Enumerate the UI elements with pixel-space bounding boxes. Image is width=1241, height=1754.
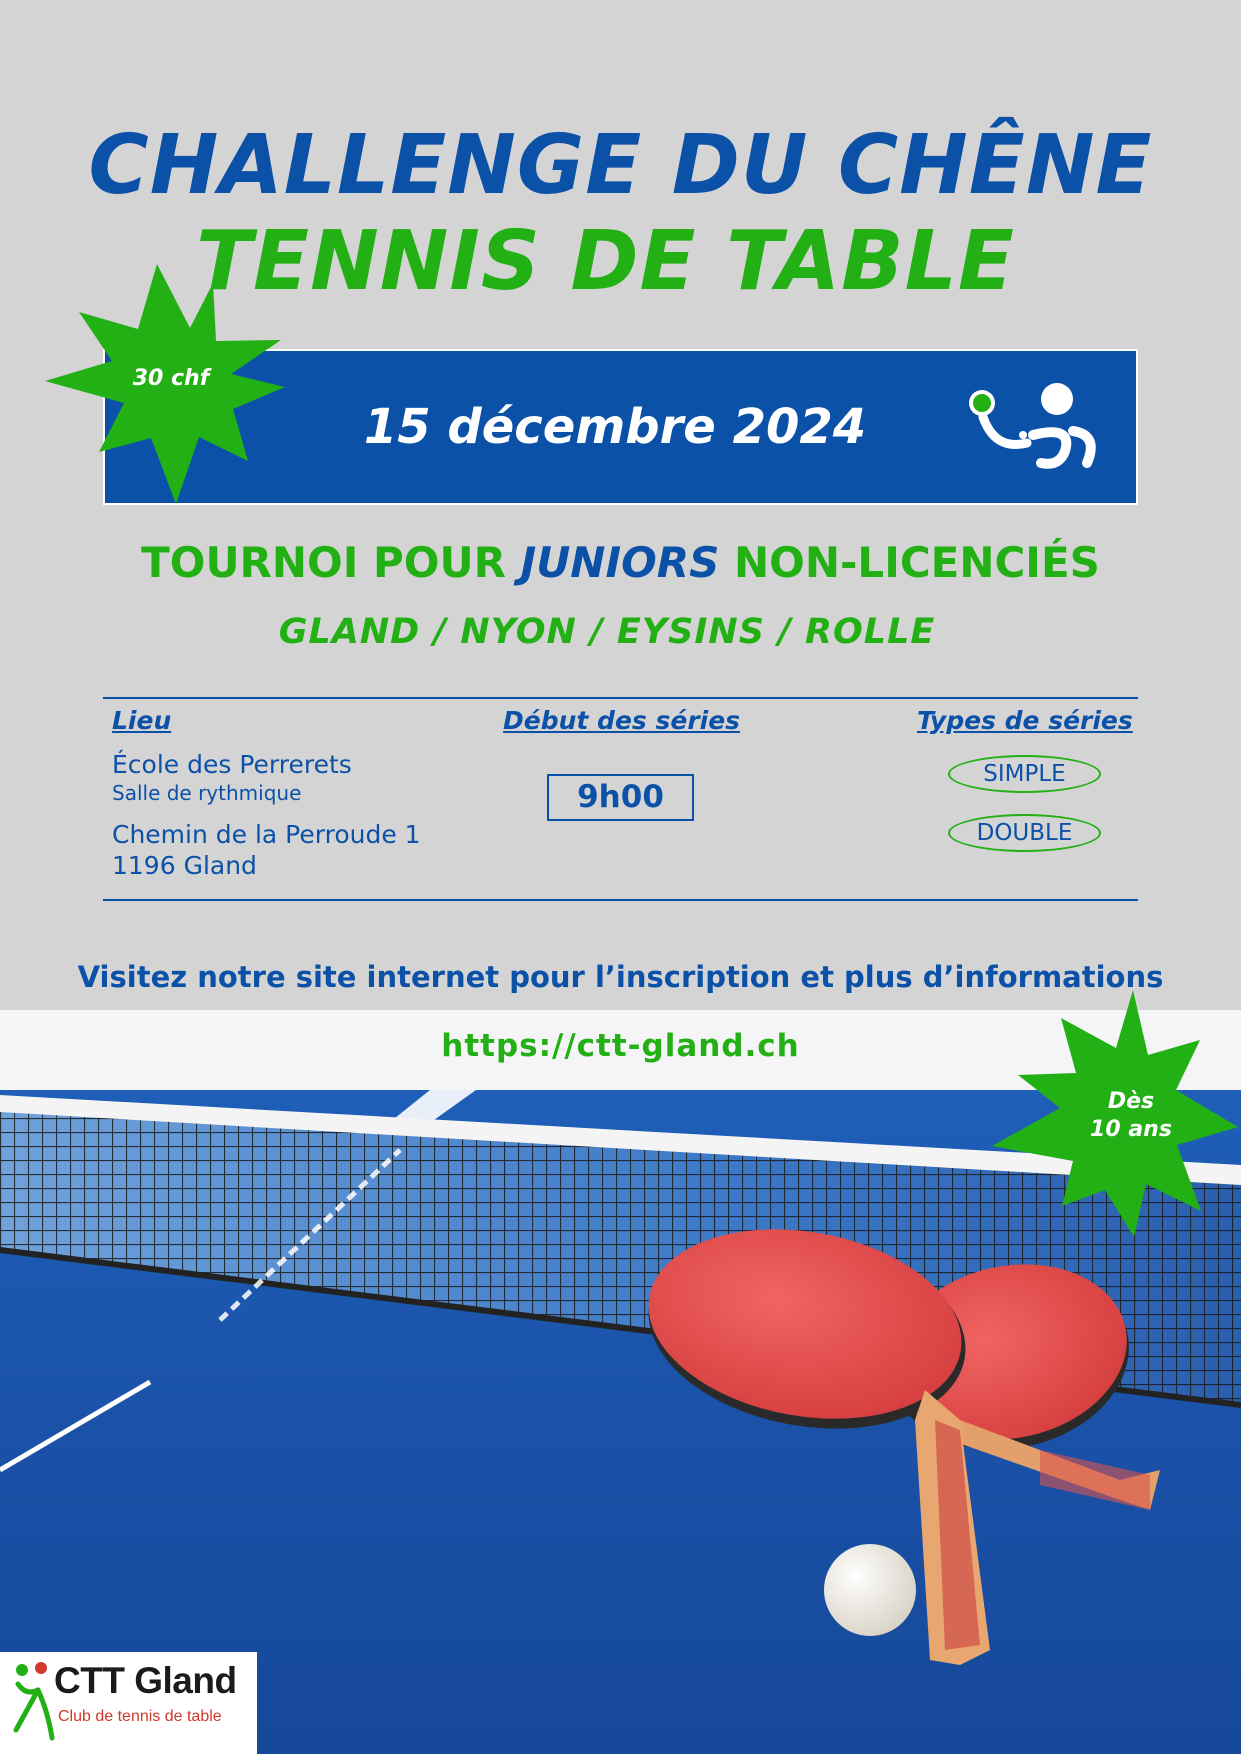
- tournament-subtitle: [0, 538, 1241, 587]
- start-time: 9h00: [547, 774, 694, 821]
- types-header: Types de séries: [917, 706, 1133, 735]
- lieu-header: Lieu: [112, 706, 172, 735]
- venue-name: École des Perrerets: [112, 750, 352, 779]
- title-line-2: TENNIS DE TABLE: [196, 214, 1015, 309]
- subtitle-part-1: TOURNOI POUR: [141, 538, 521, 587]
- series-type-simple: SIMPLE: [948, 755, 1101, 793]
- venue-room: Salle de rythmique: [112, 781, 302, 805]
- subtitle-juniors: JUNIORS: [520, 538, 720, 587]
- event-date: 15 décembre 2024: [363, 399, 867, 455]
- website-link[interactable]: https://ctt-gland.ch: [441, 1028, 800, 1064]
- price-label: 30 chf: [132, 366, 210, 391]
- subtitle-part-2: NON-LICENCIÉS: [719, 538, 1100, 587]
- age-label-line-2: 10 ans: [1090, 1117, 1172, 1142]
- debut-header: Début des séries: [503, 706, 741, 735]
- info-bottom-divider: [103, 899, 1138, 901]
- age-label-line-1: Dès: [1107, 1089, 1155, 1114]
- age-label: [1040, 1088, 1222, 1144]
- info-top-divider: [103, 697, 1138, 699]
- visit-website-text: Visitez notre site internet pour l’inscription et plus d’informations: [77, 960, 1164, 994]
- venue-city: 1196 Gland: [112, 851, 257, 880]
- club-logo: [0, 1652, 257, 1754]
- table-tennis-player-icon: [961, 381, 1111, 481]
- club-subtitle: Club de tennis de table: [58, 1708, 222, 1725]
- club-name: CTT Gland: [54, 1660, 237, 1701]
- club-player-icon: [8, 1660, 56, 1750]
- venue-street: Chemin de la Perroude 1: [112, 820, 421, 849]
- cities-list: GLAND / NYON / EYSINS / ROLLE: [278, 612, 936, 652]
- title-line-1: CHALLENGE DU CHÊNE: [88, 118, 1153, 213]
- series-type-double: DOUBLE: [948, 814, 1101, 852]
